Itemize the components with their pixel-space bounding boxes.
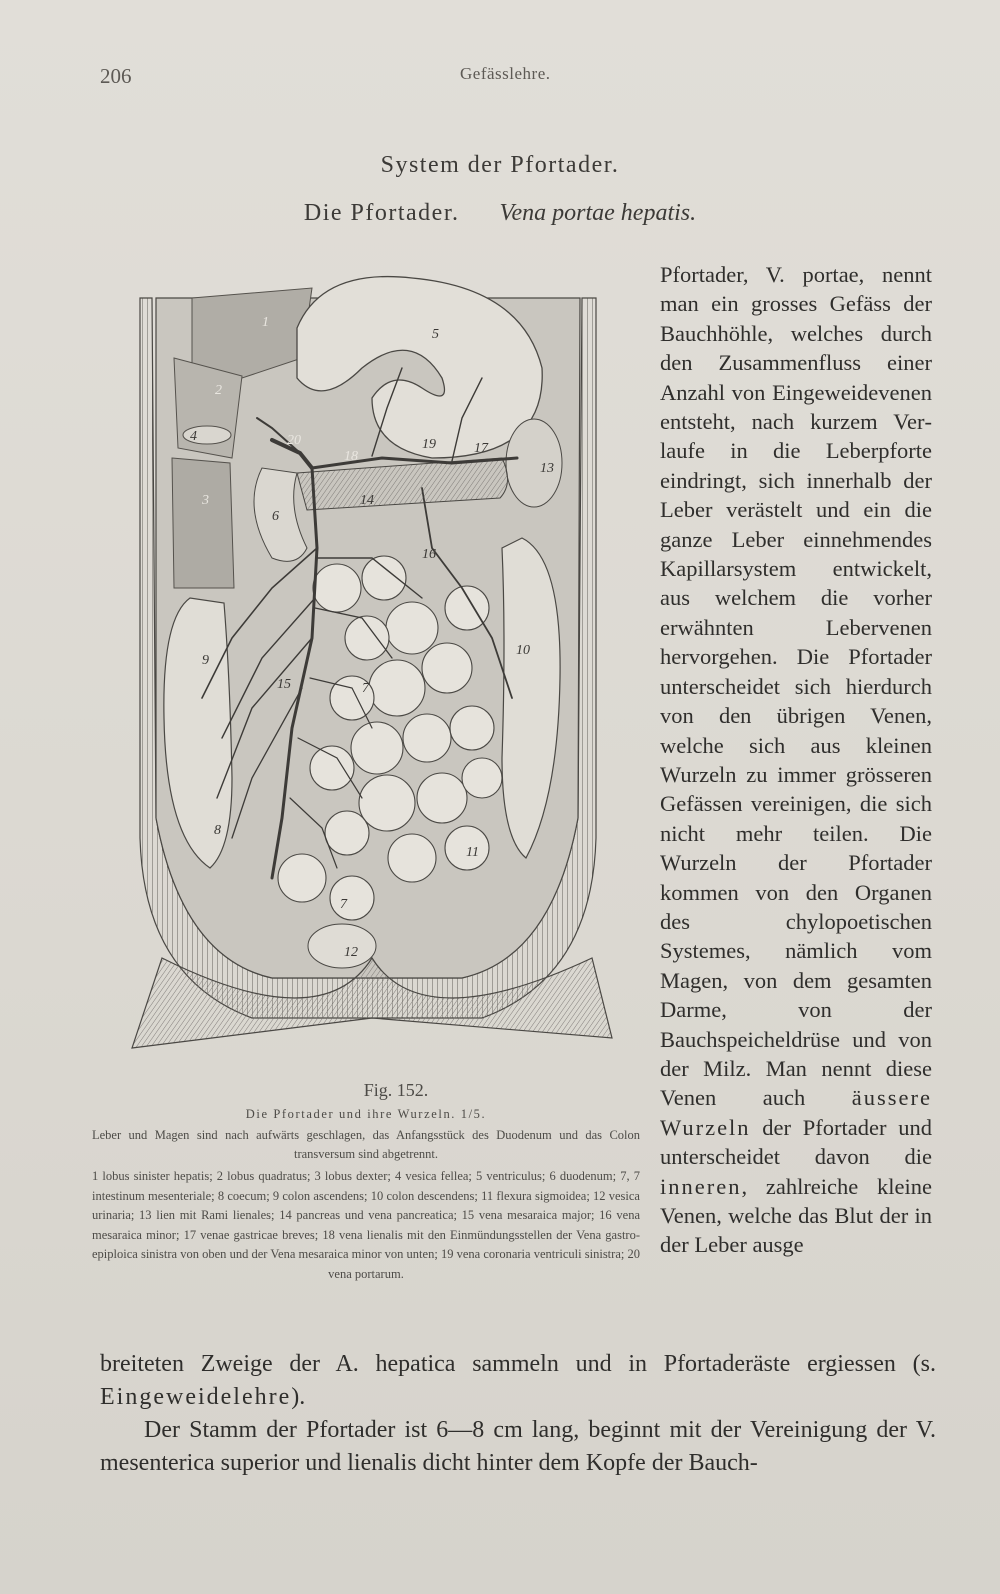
figure-label: 18 <box>344 449 358 464</box>
subheading <box>0 200 1000 227</box>
figure-label: 4 <box>190 429 197 444</box>
side-text-part: Pfortader, V. portae, nennt man ein grosses Gefäss der Bauchhöhle, welches durch den Zusammenfluss einer Anzahl von Eingeweidevenen entsteht, nach kurzem Verlaufe in die Leberpforte eindringt, sich innerhalb der Leber verästelt und ein die ganze Leber einnehmendes Kapillarsystem entwickelt, aus welchem die vorher erwähnten Lebervenen hervorgehen. Die Pfortader unterscheidet sich hierdurch von den übrigen Venen, welche sich aus kleinen Wurzeln zu immer grösseren Gefässen vereinigen, die sich nicht mehr teilen. Die Wurzeln der Pfortader kommen von den Organen des chylopoetischen Systemes, nämlich vom Magen, von dem gesamten Darme, von der Bauchspeicheldrüse und von der Milz. Man nennt diese Venen auch <box>660 262 932 1111</box>
side-column-text <box>660 260 932 1260</box>
liver-lobe-3 <box>172 458 234 588</box>
page-number: 206 <box>100 64 132 88</box>
figure-label: 5 <box>432 327 439 342</box>
figure-label: 15 <box>277 677 291 692</box>
figure-legend: 1 lobus sinister hepatis; 2 lobus quadratus; 3 lobus dexter; 4 vesica fellea; 5 ventriculus; 6 duodenum; 7, 7 intestinum mesenteriale; 8 coecum; 9 colon ascendens; 10 colon descendens; 11 flexura sigmoidea; 12 vesica urinaria; 13 lien mit Rami lienales; 14 pancreas und vena pancreatica; 15 vena mesaraica major; 16 vena mesaraica minor; 17 venae gastricae breves; 18 vena lienalis mit den Einmündungsstellen der Vena gastro-epiploica sinistra von oben und der Vena mesaraica minor von unten; 19 vena coronaria ventriculi sinistra; 20 vena portarum. <box>92 1169 640 1281</box>
figure-label: 10 <box>516 643 530 658</box>
figure-label: 19 <box>422 437 436 452</box>
continuation-text: breiteten Zweige der A. hepatica sammeln und in Pfortaderäste ergiessen (s. <box>100 1351 936 1377</box>
running-title: Gefässlehre. <box>460 64 551 83</box>
figure-label: 6 <box>272 509 279 524</box>
figure-label: 3 <box>202 493 209 508</box>
figure-label: 16 <box>422 547 436 562</box>
figure-label: 12 <box>344 945 358 960</box>
figure-label: 9 <box>202 653 209 668</box>
urinary-bladder <box>308 924 376 968</box>
figure-note: Leber und Magen sind nach aufwärts geschlagen, das Anfangsstück des Duodenum und das Colon transversum sind abgetrennt. <box>92 1128 640 1161</box>
side-text-part: , zahlreiche kleine Venen, welche das Blut der in der Leber ausge <box>660 1173 932 1258</box>
running-head <box>100 64 551 90</box>
paragraph-continuation <box>100 1348 936 1414</box>
section-title: System der Pfortader. <box>380 152 620 178</box>
figure-caption <box>92 1080 640 1284</box>
figure-title: Die Pfortader und ihre Wurzeln. 1/5. <box>245 1107 487 1121</box>
cross-reference: Eingeweidelehre <box>100 1384 292 1410</box>
subheading-german: Die Pfortader. <box>303 200 460 226</box>
figure-label: 2 <box>215 383 222 398</box>
subheading-latin: Vena portae hepatis. <box>499 200 697 226</box>
figure-label: 8 <box>214 823 221 838</box>
figure-label: 7 <box>362 681 369 696</box>
paragraph: Der Stamm der Pfortader ist 6—8 cm lang, beginnt mit der Vereinigung der V. mesenterica superior und lienalis dicht hinter dem Kopfe der Bauch- <box>100 1417 936 1476</box>
figure-label: 17 <box>474 441 488 456</box>
figure-label: 7 <box>340 897 347 912</box>
figure-label: 20 <box>287 433 301 448</box>
figure-label: 14 <box>360 493 374 508</box>
side-text-part: der Pfortader und unterscheidet davon die <box>660 1114 932 1170</box>
continuation-end: ). <box>291 1384 306 1410</box>
anatomical-illustration <box>122 258 614 1072</box>
emphasized-term: inneren <box>660 1173 742 1199</box>
full-width-text <box>100 1348 936 1480</box>
figure-label: 1 <box>262 315 269 330</box>
figure-label: 13 <box>540 461 554 476</box>
figure-label: 11 <box>466 845 479 860</box>
emphasized-term: äussere Wurzeln <box>660 1085 932 1140</box>
figure-number: Fig. 152. <box>363 1080 429 1100</box>
